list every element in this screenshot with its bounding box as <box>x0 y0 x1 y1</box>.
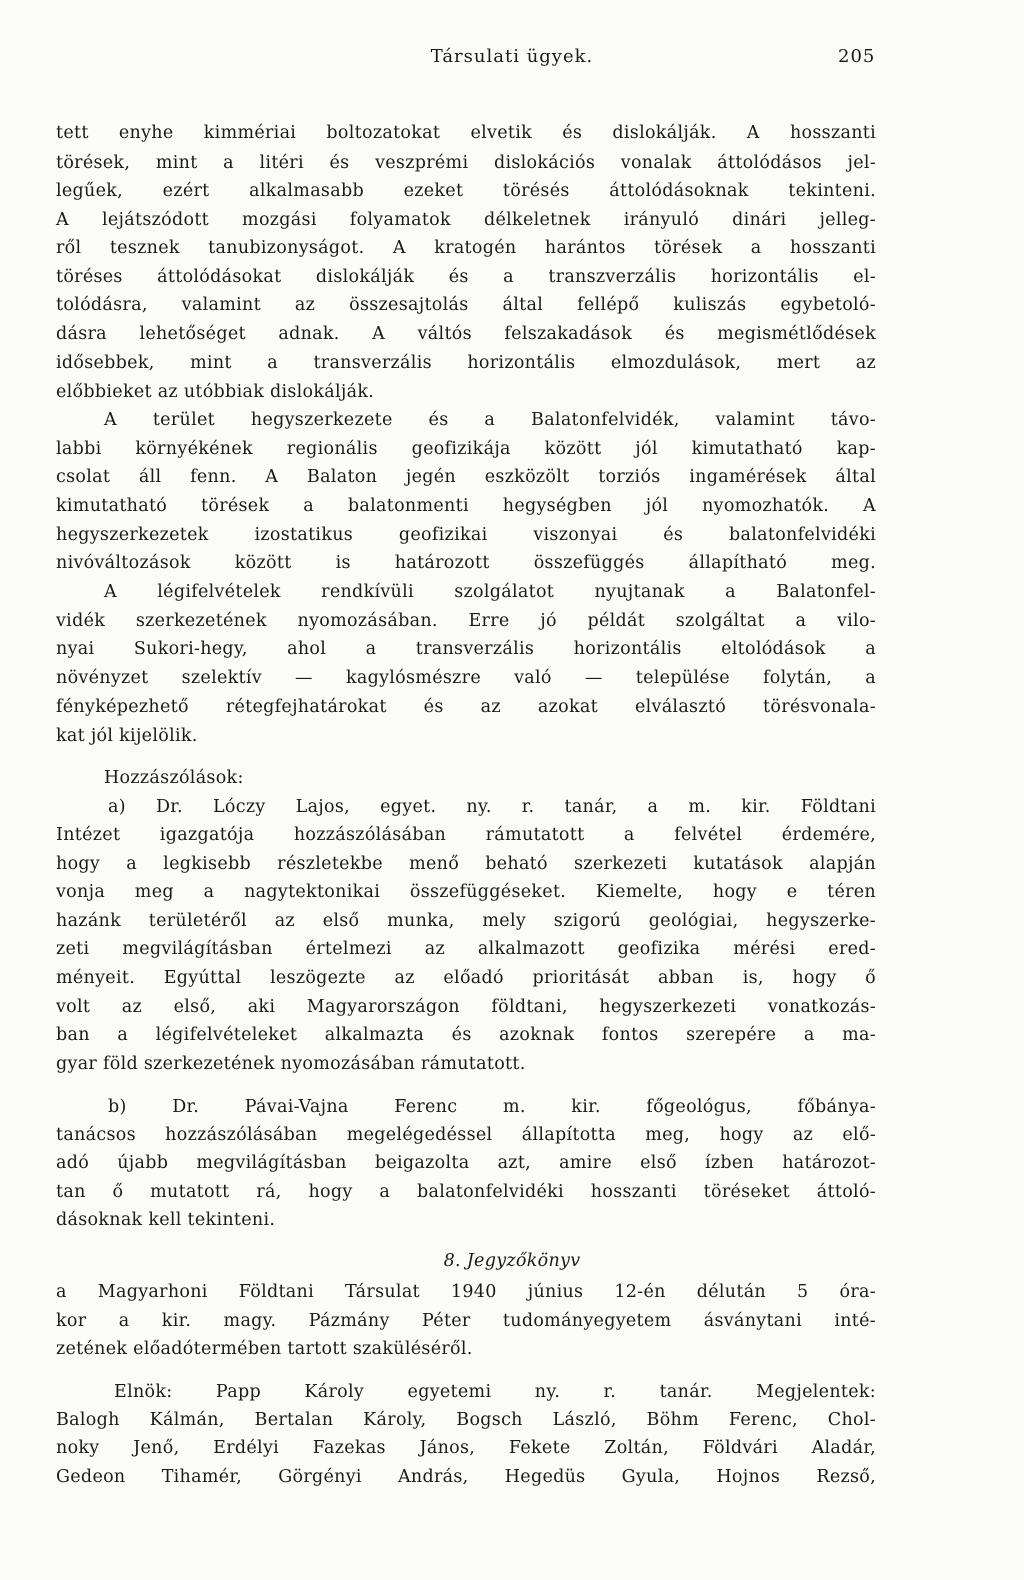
text-line: tolódásra, valamint az összesajtolás által fellépő kuliszás egybetoló- <box>56 295 876 315</box>
text-line: növényzet szelektív — kagylósmészre való — települése folytán, a <box>56 668 876 688</box>
text-line: dásoknak kell tekinteni. <box>56 1210 276 1230</box>
text-line: A lejátszódott mozgási folyamatok délkeletnek irányuló dinári jelleg- <box>56 210 876 230</box>
text-line: hogy a legkisebb részletekbe menő beható szerkezeti kutatások alapján <box>56 854 876 874</box>
text-line: tett enyhe kimmériai boltozatokat elvetik és dislokálják. A hosszanti <box>56 123 876 143</box>
text-line: kimutatható törések a balatonmenti hegységben jól nyomozhatók. A <box>56 496 876 516</box>
text-line: zetének előadótermében tartott szaküléséről. <box>56 1339 473 1359</box>
text-line: b) Dr. Pávai-Vajna Ferenc m. kir. főgeológus, főbánya- <box>108 1097 876 1117</box>
text-line: Intézet igazgatója hozzászólásában rámutatott a felvétel érdemére, <box>56 825 876 845</box>
text-line: vonja meg a nagytektonikai összefüggéseket. Kiemelte, hogy e téren <box>56 882 876 902</box>
text-line: ről tesznek tanubizonyságot. A kratogén harántos törések a hosszanti <box>56 238 876 258</box>
text-line: A terület hegyszerkezete és a Balatonfelvidék, valamint távo- <box>104 410 876 430</box>
text-line: ményeit. Egyúttal leszögezte az előadó prioritását abban is, hogy ő <box>56 968 876 988</box>
text-line: törések, mint a litéri és veszprémi dislokációs vonalak áttolódásos jel- <box>56 153 876 173</box>
text-line: adó újabb megvilágításban beigazolta azt, amire első ízben határozot- <box>56 1153 876 1173</box>
text-line: Elnök: Papp Károly egyetemi ny. r. tanár. Megjelentek: <box>114 1382 876 1402</box>
text-line: ban a légifelvételeket alkalmazta és azoknak fontos szerepére a ma- <box>56 1025 876 1045</box>
running-header: Társulati ügyek. <box>430 46 594 67</box>
text-line: a Magyarhoni Földtani Társulat 1940 június 12-én délután 5 óra- <box>56 1282 876 1302</box>
text-line: labbi környékének regionális geofizikája között jól kimutatható kap- <box>56 439 876 459</box>
text-line: töréses áttolódásokat dislokálják és a transzverzális horizontális el- <box>56 267 876 287</box>
text-line: csolat áll fenn. A Balaton jegén eszközölt torziós ingamérések által <box>56 467 876 487</box>
page-number: 205 <box>838 46 876 67</box>
text-line: hegyszerkezetek izostatikus geofizikai viszonyai és balatonfelvidéki <box>56 525 876 545</box>
text-line: a) Dr. Lóczy Lajos, egyet. ny. r. tanár, a m. kir. Földtani <box>108 797 876 817</box>
text-line: tanácsos hozzászólásában megelégedéssel állapította meg, hogy az elő- <box>56 1125 876 1145</box>
text-line: Hozzászólások: <box>104 768 244 788</box>
text-line: 8. Jegyzőkönyv <box>443 1251 581 1271</box>
text-line: tan ő mutatott rá, hogy a balatonfelvidéki hosszanti töréseket áttoló- <box>56 1182 876 1202</box>
text-line: kat jól kijelölik. <box>56 726 198 746</box>
text-line: volt az első, aki Magyarországon földtani, hegyszerkezeti vonatkozás- <box>56 997 876 1017</box>
text-line: dásra lehetőséget adnak. A váltós felszakadások és megismétlődések <box>56 324 876 344</box>
text-line: előbbieket az utóbbiak dislokálják. <box>56 382 375 402</box>
text-line: vidék szerkezetének nyomozásában. Erre jó példát szolgáltat a vilo- <box>56 611 876 631</box>
text-line: nivóváltozások között is határozott összefüggés állapítható meg. <box>56 553 876 573</box>
text-line: fényképezhető rétegfejhatárokat és az azokat elválasztó törésvonala- <box>56 697 876 717</box>
text-line: A légifelvételek rendkívüli szolgálatot nyujtanak a Balatonfel- <box>104 582 876 602</box>
text-line: Balogh Kálmán, Bertalan Károly, Bogsch László, Böhm Ferenc, Chol- <box>56 1410 876 1430</box>
text-line: legűek, ezért alkalmasabb ezeket törésés áttolódásoknak tekinteni. <box>56 181 876 201</box>
text-line: noky Jenő, Erdélyi Fazekas János, Fekete Zoltán, Földvári Aladár, <box>56 1438 876 1458</box>
text-line: hazánk területéről az első munka, mely szigorú geológiai, hegyszerke- <box>56 911 876 931</box>
text-line: idősebbek, mint a transverzális horizontális elmozdulások, mert az <box>56 353 876 373</box>
text-line: zeti megvilágításban értelmezi az alkalmazott geofizika mérési ered- <box>56 939 876 959</box>
text-line: gyar föld szerkezetének nyomozásában rámutatott. <box>56 1054 526 1074</box>
text-line: kor a kir. magy. Pázmány Péter tudományegyetem ásványtani inté- <box>56 1311 876 1331</box>
text-line: Gedeon Tihamér, Görgényi András, Hegedüs Gyula, Hojnos Rezső, <box>56 1467 876 1487</box>
text-line: nyai Sukori-hegy, ahol a transverzális horizontális eltolódások a <box>56 639 876 659</box>
